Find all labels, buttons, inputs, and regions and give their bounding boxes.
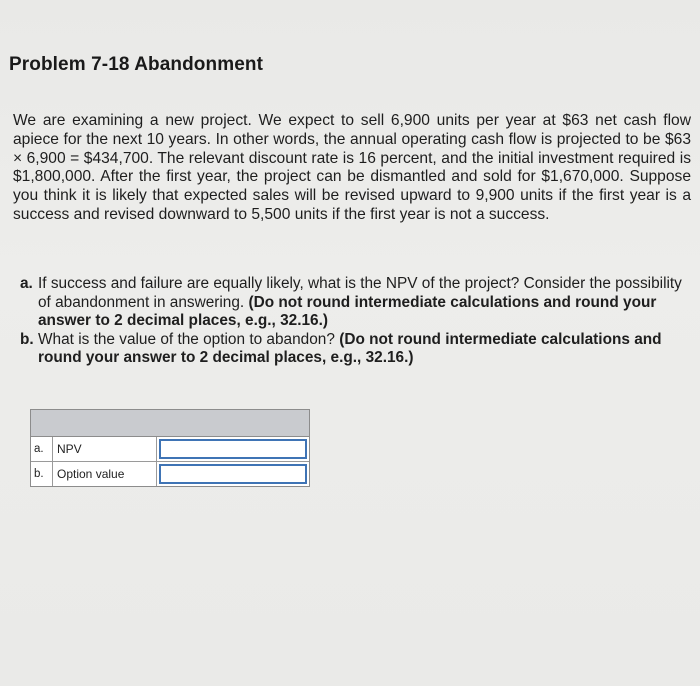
question-body: [38, 331, 684, 368]
question-a: [20, 275, 684, 331]
table-row: [31, 462, 309, 486]
question-instruction: (Do not round intermediate calculations and round your answer to 2 decimal places, e.g., 32.16.): [38, 293, 657, 330]
option-value-input[interactable]: [159, 464, 307, 484]
questions-list: [20, 275, 684, 368]
question-body: [38, 275, 684, 331]
question-text: If success and failure are equally likely, what is the NPV of the project? Consider the possibility of abandonment in answering.: [38, 275, 682, 311]
page-title: Problem 7-18 Abandonment: [9, 54, 264, 75]
question-letter: b.: [20, 330, 34, 348]
answer-table-header: [31, 410, 309, 437]
npv-input[interactable]: [159, 439, 307, 459]
row-letter: b.: [31, 462, 53, 486]
problem-statement: We are examining a new project. We expect to sell 6,900 units per year at $63 net cash flow apiece for the next 10 years. In other words, the annual operating cash flow is projected to be $63 × 6,900 = $434,700. The relevant discount rate is 16 percent, and the initial investment required is $1,800,000. After the first year, the project can be dismantled and sold for $1,670,000. Suppose you think it is likely that expected sales will be revised upward to 9,900 units if the first year is a success and revised downward to 5,500 units if the first year is not a success.: [13, 112, 691, 223]
row-letter: a.: [31, 437, 53, 461]
question-b: [20, 331, 684, 368]
question-text: What is the value of the option to abandon?: [38, 330, 335, 348]
question-letter: a.: [20, 275, 33, 292]
row-label: NPV: [53, 437, 157, 461]
npv-input-cell: [157, 437, 309, 461]
answer-table: [30, 409, 310, 487]
question-instruction: (Do not round intermediate calculations and round your answer to 2 decimal places, e.g., 32.16.): [38, 330, 662, 367]
row-label: Option value: [53, 462, 157, 486]
option-value-input-cell: [157, 462, 309, 486]
table-row: [31, 437, 309, 462]
